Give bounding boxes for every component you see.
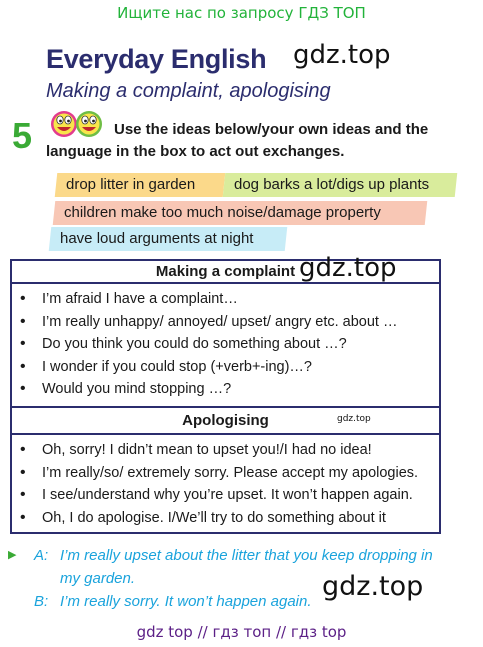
list-item: • Would you mind stopping …? bbox=[20, 378, 439, 401]
page-title: Everyday English bbox=[46, 44, 267, 74]
watermark: gdz.top bbox=[337, 414, 371, 424]
list-item: • Do you think you could do something about …? bbox=[20, 333, 439, 356]
watermark: gdz.top bbox=[322, 571, 424, 602]
idea-tag: have loud arguments at night bbox=[49, 227, 288, 251]
footer-text: gdz top // гдз топ // гдз top bbox=[136, 623, 347, 641]
dialogue-line: I’m really sorry. It won’t happen again. bbox=[60, 593, 312, 610]
list-item: • I’m really unhappy/ annoyed/ upset/ angry etc. about … bbox=[20, 311, 439, 334]
page-subtitle: Making a complaint, apologising bbox=[46, 80, 331, 102]
exercise-number: 5 bbox=[12, 115, 33, 156]
speaker-b-label: B: bbox=[34, 593, 49, 610]
dialogue-line: I’m really upset about the litter that you keep dropping in bbox=[60, 547, 433, 564]
apology-phrase-list bbox=[12, 435, 439, 529]
exercise-instruction: Use the ideas below/your own ideas and the language in the box to act out exchanges. bbox=[46, 121, 429, 160]
complaint-phrase-list bbox=[12, 284, 439, 401]
top-banner: Ищите нас по запросу ГДЗ ТОП bbox=[117, 4, 366, 22]
complaint-box-heading: Making a complaint bbox=[12, 261, 439, 284]
list-item: • Oh, sorry! I didn’t mean to upset you!/I had no idea! bbox=[20, 439, 439, 462]
list-item: • I see/understand why you’re upset. It won’t happen again. bbox=[20, 484, 439, 507]
watermark: gdz.top bbox=[299, 253, 397, 283]
list-item: • I wonder if you could stop (+verb+-ing)…? bbox=[20, 356, 439, 379]
list-item: • I’m afraid I have a complaint… bbox=[20, 288, 439, 311]
list-item: • Oh, I do apologise. I/We’ll try to do something about it bbox=[20, 507, 439, 530]
speaker-a-label: A: bbox=[34, 547, 49, 564]
apology-language-box bbox=[10, 406, 441, 534]
apology-box-heading: Apologising bbox=[12, 408, 439, 435]
idea-tag: children make too much noise/damage property bbox=[53, 201, 428, 225]
dialogue-line: my garden. bbox=[60, 570, 136, 587]
play-arrow-icon: ▶ bbox=[8, 549, 17, 561]
idea-tag: drop litter in garden bbox=[55, 173, 226, 197]
list-item: • I’m really/so/ extremely sorry. Please accept my apologies. bbox=[20, 462, 439, 485]
watermark: gdz.top bbox=[293, 40, 391, 70]
idea-tag: dog barks a lot/digs up plants bbox=[223, 173, 458, 197]
